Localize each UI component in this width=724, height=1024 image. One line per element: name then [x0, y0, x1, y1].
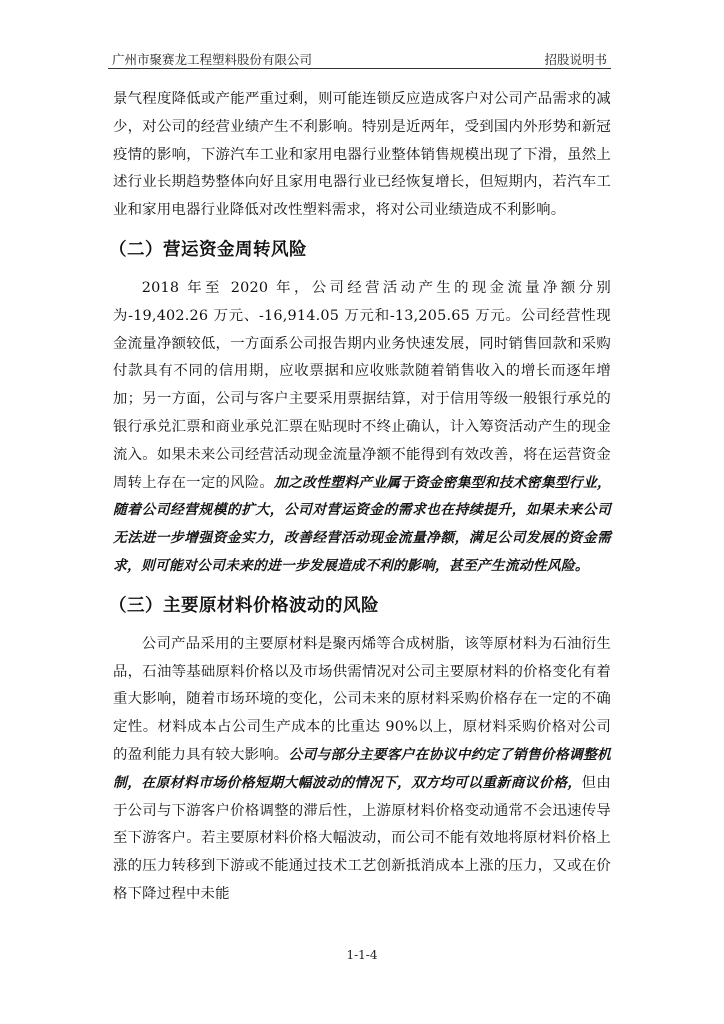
- paragraph-text: 公司产品采用的主要原材料是聚丙烯等合成树脂，该等原材料为石油衍生品，石油等基础原料价格以及市场供需情况对公司主要原材料的价格变化有着重大影响，随着市场环境的变化，公司未来的原材料采购价格存在一定的不确定性。材料成本占公司生产成本的比重达 90%以上，原材料采购价格对公司的盈利能力具有较大影响。: [113, 635, 611, 763]
- document-body: [109, 86, 611, 909]
- paragraph-text: 但由于公司与下游客户价格调整的滞后性，上游原材料价格变动通常不会迅速传导至下游客户。若主要原材料价格大幅波动，而公司不能有效地将原材料价格上涨的压力转移到下游或不能通过技术工艺创新抵消成本上涨的压力，又或在价格下降过程中未能: [113, 774, 611, 902]
- page-header: [108, 44, 611, 69]
- section-heading-raw-material: （三）主要原材料价格波动的风险: [109, 595, 379, 616]
- paragraph-text: 2018 年至 2020 年，公司经营活动产生的现金流量净额分别为-19,402.26 万元、-16,914.05 万元和-13,205.65 万元。公司经营性现金流量净额较低，一方面系公司报告期内业务快速发展，同时销售回款和采购付款具有不同的信用期，应收票据和应收账款随着销售收入的增长而逐年增加；另一方面，公司与客户主要采用票据结算，对于信用等级一般银行承兑的银行承兑汇票和商业承兑汇票在贴现时不终止确认，计入筹资活动产生的现金流入。如果未来公司经营活动现金流量净额不能得到有效改善，将在运营资金周转上存在一定的风险。: [113, 279, 611, 491]
- paragraph-raw-material: [113, 631, 611, 909]
- section-heading-working-capital: （二）营运资金周转风险: [109, 239, 307, 260]
- document-type: 招股说明书: [544, 52, 607, 67]
- paragraph-industry-demand: 景气程度降低或产能严重过剩，则可能连锁反应造成客户对公司产品需求的减少，对公司的经营业绩产生不利影响。特别是近两年，受到国内外形势和新冠疫情的影响，下游汽车工业和家用电器行业整体销售规模出现了下滑，虽然上述行业长期趋势整体向好且家用电器行业已经恢复增长，但短期内，若汽车工业和家用电器行业降低对改性塑料需求，将对公司业绩造成不利影响。: [113, 91, 611, 219]
- paragraph-working-capital: [113, 275, 611, 581]
- company-name: 广州市聚赛龙工程塑料股份有限公司: [112, 52, 313, 67]
- emphasized-text: 加之改性塑料产业属于资金密集型和技术密集型行业，随着公司经营规模的扩大，公司对营运资金的需求也在持续提升，如果未来公司无法进一步增强资金实力，改善经营活动现金流量净额，满足公司发展的资金需求，则可能对公司未来的进一步发展造成不利的影响，甚至产生流动性风险。: [113, 474, 611, 574]
- emphasized-text: 公司与部分主要客户在协议中约定了销售价格调整机制，在原材料市场价格短期大幅波动的情况下，双方均可以重新商议价格，: [113, 746, 611, 791]
- page-number: 1-1-4: [346, 948, 378, 962]
